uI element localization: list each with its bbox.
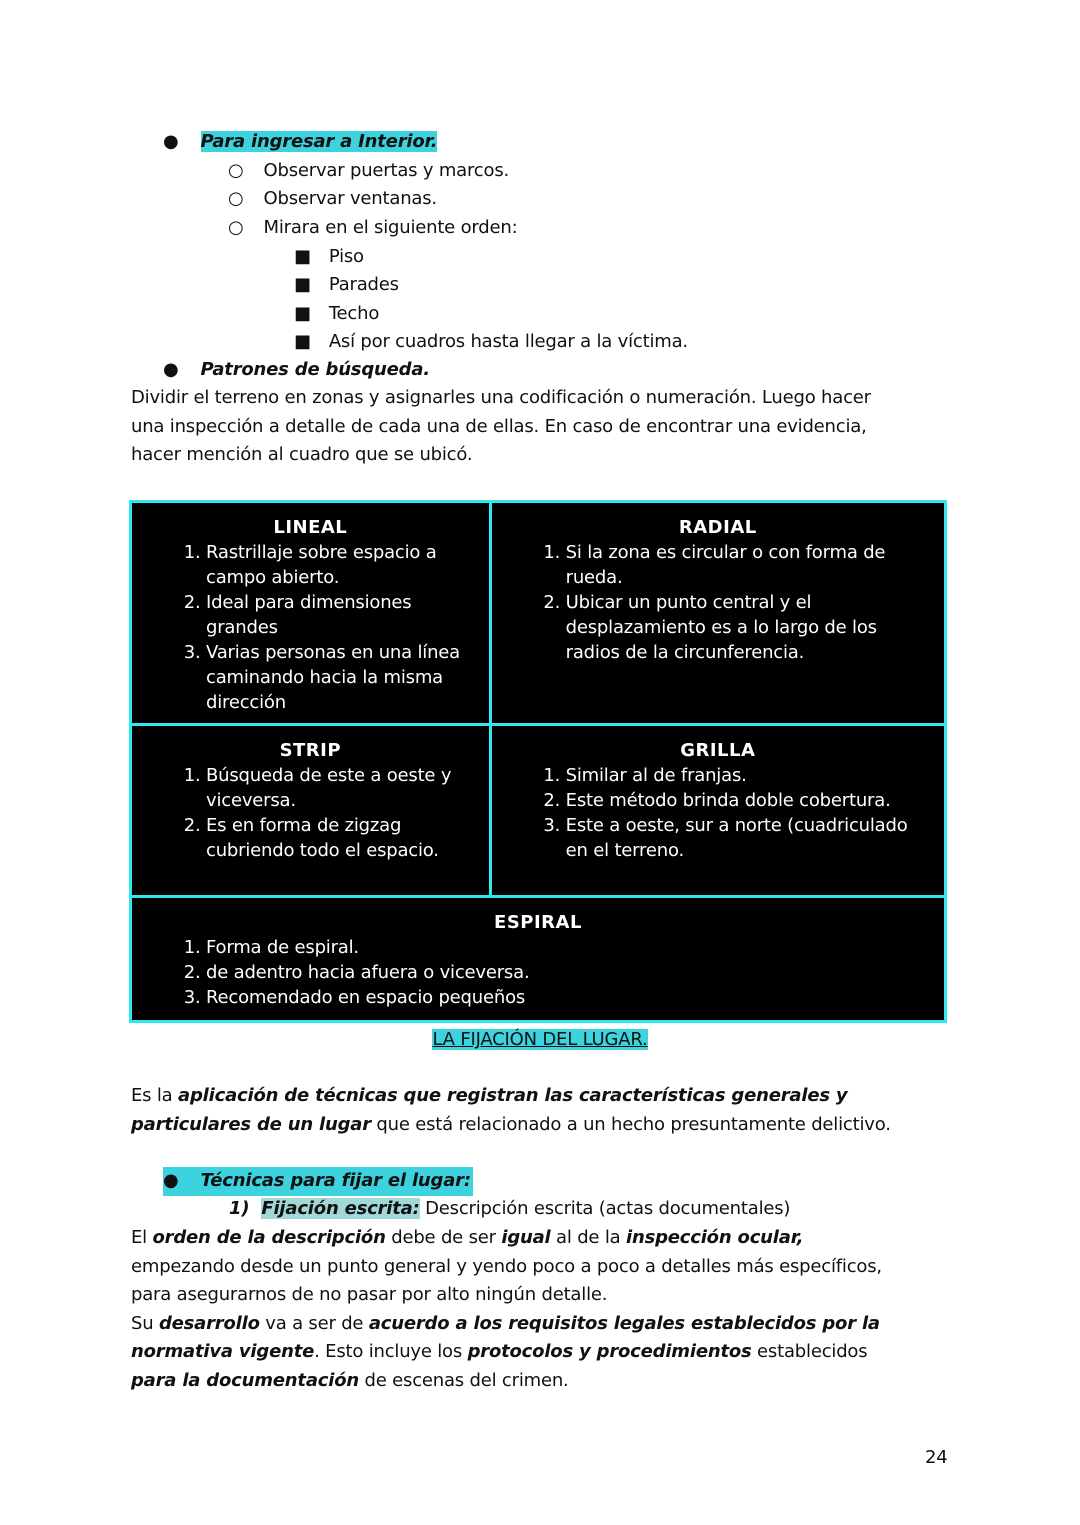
cell-espiral: [131, 897, 946, 1022]
paragraph-line: empezando desde un punto general y yendo poco a poco a detalles más específicos,: [131, 1256, 882, 1277]
list-item: ■ Piso: [294, 246, 364, 267]
cell-grilla: [490, 725, 945, 897]
cell-title: STRIP: [279, 740, 342, 761]
bullet-patrones: ● Patrones de búsqueda.: [163, 359, 430, 380]
paragraph-line: El orden de la descripción debe de ser igual al de la inspección ocular,: [131, 1227, 804, 1248]
numbered-item: 1) Fijación escrita: Descripción escrita (actas documentales): [229, 1198, 791, 1219]
list-item: 1. Forma de espiral.: [206, 935, 934, 960]
list-item: ■ Así por cuadros hasta llegar a la víctima.: [294, 331, 688, 352]
list-item: 3. Este a oeste, sur a norte (cuadriculado en el terreno.: [566, 813, 934, 863]
list-item: 1. Rastrillaje sobre espacio a campo abierto.: [206, 540, 479, 590]
paragraph-line: particulares de un lugar que está relacionado a un hecho presuntamente delictivo.: [131, 1114, 891, 1135]
cell-strip: [131, 725, 491, 897]
list-item: 2. de adentro hacia afuera o viceversa.: [206, 960, 934, 985]
list-item: 3. Recomendado en espacio pequeños: [206, 985, 934, 1010]
section-title: LA FIJACIÓN DEL LUGAR.: [432, 1029, 648, 1050]
paragraph-line: una inspección a detalle de cada una de ellas. En caso de encontrar una evidencia,: [131, 416, 867, 437]
paragraph-line: para asegurarnos de no pasar por alto ningún detalle.: [131, 1284, 608, 1305]
list-item: 1. Búsqueda de este a oeste y viceversa.: [206, 763, 479, 813]
list-item: 1. Similar al de franjas.: [566, 763, 934, 788]
cell-title: ESPIRAL: [494, 912, 582, 933]
paragraph-line: Su desarrollo va a ser de acuerdo a los requisitos legales establecidos por la: [131, 1313, 880, 1334]
paragraph-line: para la documentación de escenas del crimen.: [131, 1370, 569, 1391]
list-item: ○ Observar ventanas.: [228, 188, 437, 209]
bullet-tecnicas: ● Técnicas para fijar el lugar:: [163, 1167, 473, 1196]
paragraph-line: hacer mención al cuadro que se ubicó.: [131, 444, 473, 465]
cell-title: LINEAL: [273, 517, 348, 538]
list-item: ○ Mirara en el siguiente orden:: [228, 217, 518, 238]
list-item: 2. Ubicar un punto central y el desplazamiento es a lo largo de los radios de la circunferencia.: [566, 590, 934, 665]
search-patterns-table: [129, 500, 947, 1023]
list-item: 1. Si la zona es circular o con forma de rueda.: [566, 540, 934, 590]
list-item: 2. Este método brinda doble cobertura.: [566, 788, 934, 813]
cell-lineal: [131, 502, 491, 725]
list-item: ■ Techo: [294, 303, 380, 324]
list-item: 2. Ideal para dimensiones grandes: [206, 590, 479, 640]
list-item: ■ Parades: [294, 274, 399, 295]
cell-radial: [490, 502, 945, 725]
cell-title: RADIAL: [678, 517, 757, 538]
list-item: 3. Varias personas en una línea caminando hacia la misma dirección: [206, 640, 479, 715]
list-item: 2. Es en forma de zigzag cubriendo todo el espacio.: [206, 813, 479, 863]
paragraph-line: normativa vigente. Esto incluye los protocolos y procedimientos establecidos: [131, 1341, 868, 1362]
bullet-interior: ● Para ingresar a Interior.: [163, 131, 438, 152]
list-item: ○ Observar puertas y marcos.: [228, 160, 510, 181]
page-number: 24: [925, 1447, 948, 1468]
paragraph-line: Es la aplicación de técnicas que registran las características generales y: [131, 1085, 848, 1106]
paragraph-line: Dividir el terreno en zonas y asignarles una codificación o numeración. Luego hacer: [131, 387, 871, 408]
cell-title: GRILLA: [680, 740, 756, 761]
